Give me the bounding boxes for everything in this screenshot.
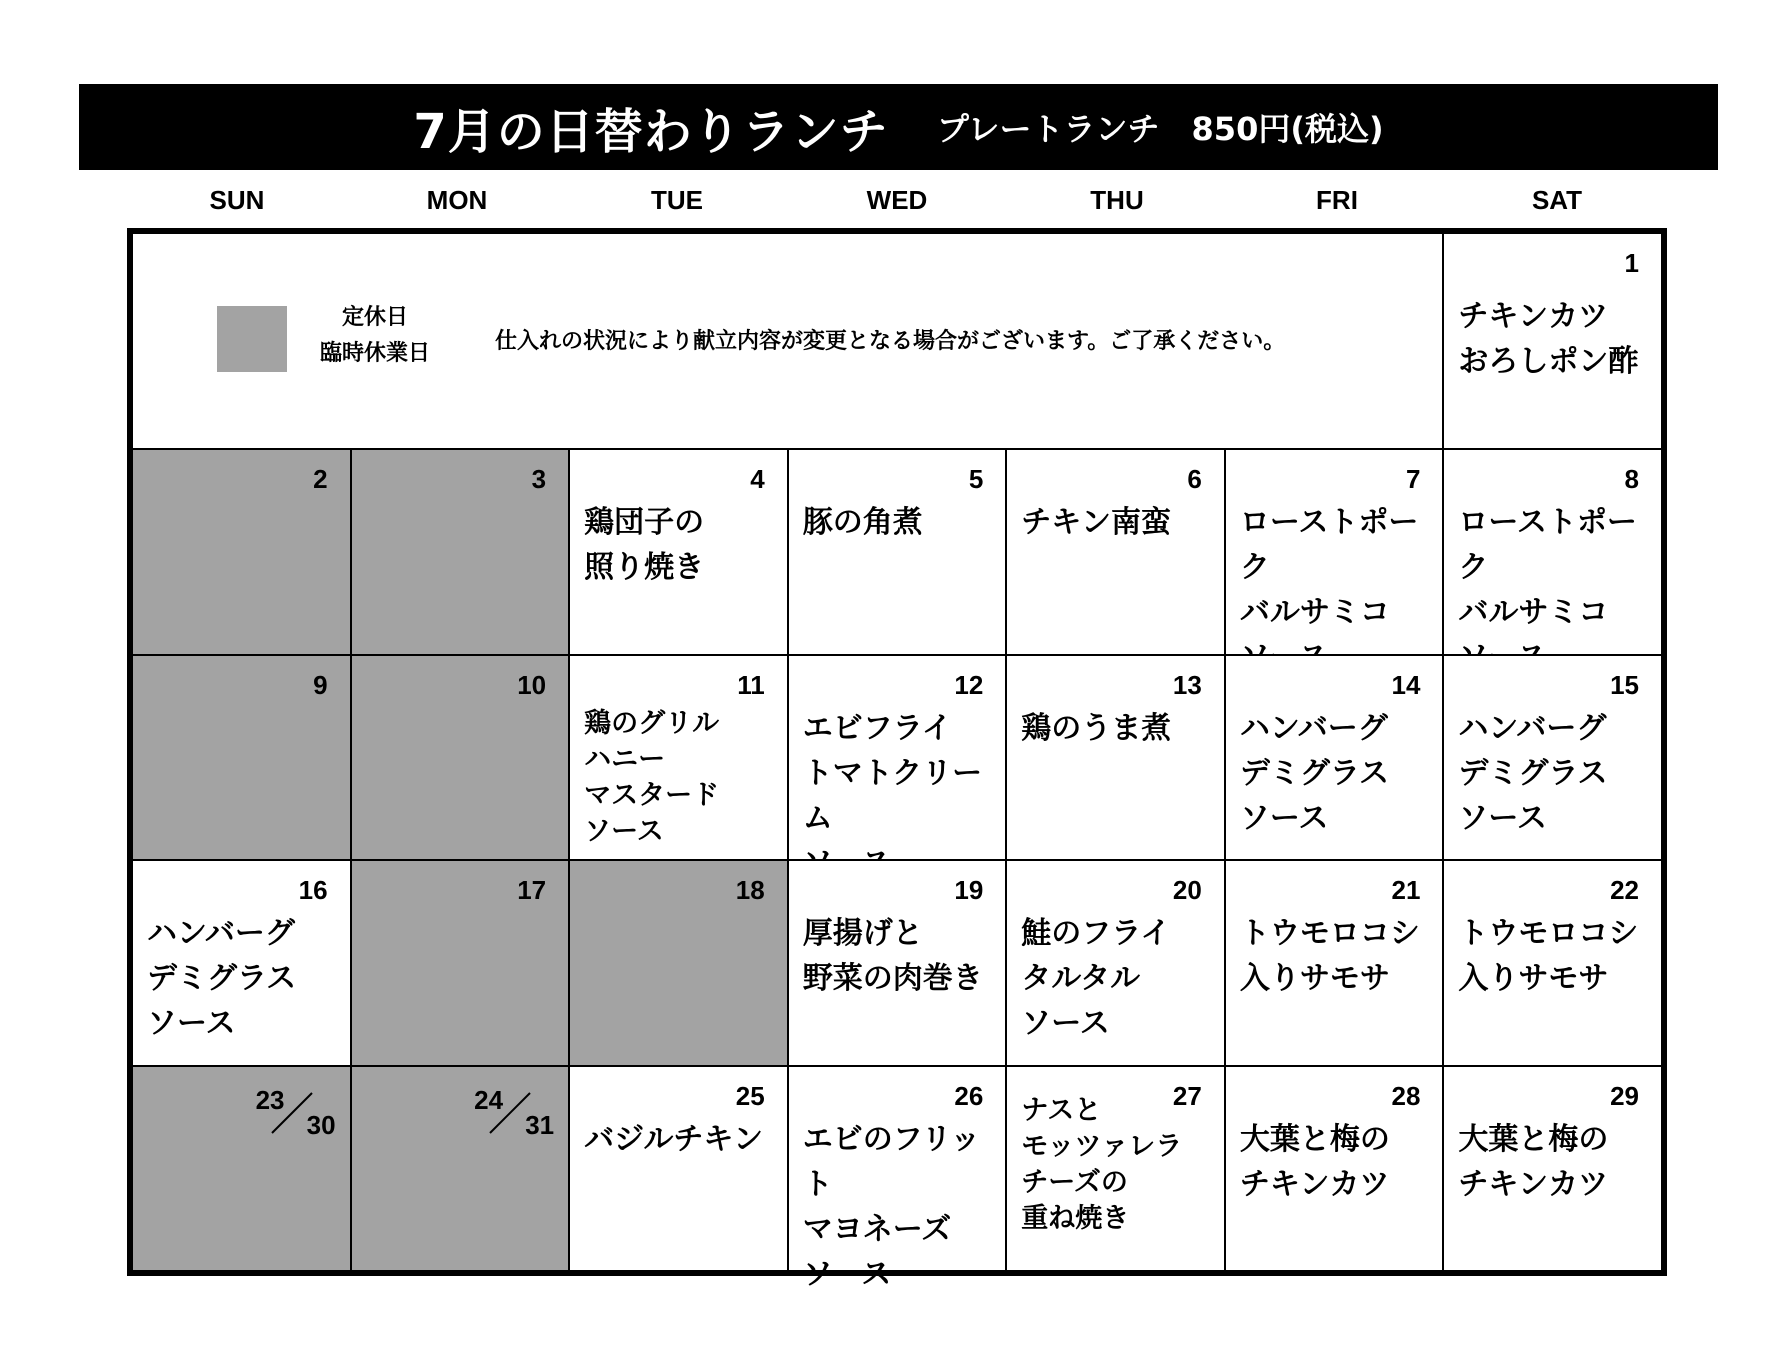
dish-name: ハンバーグ デミグラス ソース — [147, 916, 297, 1041]
dish-name: 鶏のうま煮 — [1021, 710, 1172, 746]
weekday-wed: WED — [866, 185, 928, 215]
day-cell-19 — [789, 861, 1006, 1065]
price-subtitle: プレートランチ 850円(税込) — [936, 110, 1384, 148]
day-cell-25 — [570, 1067, 787, 1271]
day-cell-28 — [1226, 1067, 1443, 1271]
day-number: 20 — [1172, 875, 1202, 905]
day-cell-12 — [789, 656, 1006, 860]
dish-name: 鶏のグリル ハニー マスタード ソース — [584, 707, 720, 847]
day-number: 9 — [313, 669, 328, 700]
title-bar — [79, 84, 1718, 170]
dish-name: 鶏団子の 照り焼き — [584, 505, 705, 585]
day-number: 16 — [298, 875, 328, 905]
day-cell-22 — [1444, 861, 1661, 1065]
day-cell-7 — [1226, 450, 1443, 654]
day-cell-18 — [570, 861, 787, 1065]
day-cell-10 — [352, 656, 569, 860]
dish-name: 厚揚げと 野菜の肉巻き — [802, 916, 983, 996]
dish-name: 大葉と梅の チキンカツ — [1458, 1121, 1609, 1202]
dish-name: ナスと モッツァレラ チーズの 重ね焼き — [1021, 1094, 1183, 1234]
day-number: 26 — [954, 1080, 984, 1111]
weekday-sun: SUN — [209, 185, 265, 215]
dish-name: エビフライ トマトクリーム — [802, 710, 983, 836]
day-cell-17 — [352, 861, 569, 1065]
day-number-23: 23 — [255, 1084, 285, 1115]
day-number: 29 — [1610, 1080, 1639, 1111]
day-number: 7 — [1405, 464, 1421, 494]
day-cell-13 — [1007, 656, 1224, 860]
dish-name: 豚の角煮 — [802, 505, 923, 540]
weekday-thu: THU — [1090, 185, 1144, 215]
closed-day-swatch — [217, 306, 287, 372]
day-number: 14 — [1391, 669, 1421, 700]
weekday-header — [127, 180, 1667, 220]
dish-name: エビのフリット マヨネーズ ソース — [802, 1121, 981, 1292]
page-title: 7月の日替わりランチ — [413, 103, 889, 160]
day-number: 11 — [737, 669, 765, 700]
day-cell-1 — [1444, 234, 1661, 448]
dish-name: チキン南蛮 — [1021, 505, 1171, 540]
day-number-30: 30 — [306, 1109, 336, 1140]
dish-name: 大葉と梅の チキンカツ — [1239, 1121, 1390, 1202]
weekday-mon: MON — [426, 185, 488, 215]
day-number: 10 — [517, 669, 547, 700]
calendar-grid — [127, 228, 1667, 1292]
day-cell-5 — [789, 450, 1006, 654]
day-number: 17 — [517, 875, 547, 905]
day-cell-24-31 — [352, 1067, 569, 1271]
day-cell-2 — [133, 450, 350, 654]
day-number: 2 — [313, 464, 328, 494]
day-number: 19 — [954, 875, 984, 905]
day-number: 27 — [1172, 1080, 1202, 1111]
dish-name: チキンカツ おろしポン酢 — [1458, 299, 1639, 379]
weekday-fri: FRI — [1316, 185, 1358, 215]
dish-name: バジルチキン — [584, 1121, 764, 1157]
day-number: 3 — [531, 464, 547, 494]
day-number: 13 — [1172, 669, 1202, 700]
day-number: 5 — [968, 464, 984, 494]
weekday-tue: TUE — [651, 185, 703, 215]
day-number: 4 — [750, 464, 765, 494]
legend-label — [305, 300, 445, 372]
day-cell-6 — [1007, 450, 1224, 654]
day-number: 12 — [954, 669, 984, 700]
legend-notice-cell — [133, 234, 1442, 448]
day-cell-8 — [1444, 450, 1661, 654]
dish-name: ハンバーグ デミグラス ソース — [1458, 710, 1608, 836]
dish-name: ハンバーグ デミグラス ソース — [1239, 710, 1389, 836]
weekday-sat: SAT — [1531, 185, 1583, 215]
day-cell-27 — [1007, 1067, 1224, 1271]
dish-name: トウモロコシ 入りサモサ — [1458, 916, 1639, 996]
dish-name: トウモロコシ 入りサモサ — [1239, 916, 1420, 996]
day-cell-26 — [789, 1067, 1006, 1292]
day-number: 6 — [1187, 464, 1202, 494]
day-number: 1 — [1624, 248, 1639, 278]
day-number-24: 24 — [474, 1084, 504, 1115]
split-day-number — [474, 1085, 554, 1141]
dish-name: ローストポーク バルサミコ — [1458, 505, 1637, 630]
day-cell-3 — [352, 450, 569, 654]
legend-temporary-closure: 臨時休業日 — [319, 341, 430, 366]
day-number: 8 — [1624, 464, 1639, 494]
day-cell-4 — [570, 450, 787, 654]
day-number: 25 — [735, 1080, 765, 1111]
day-cell-15 — [1444, 656, 1661, 860]
day-number-31: 31 — [525, 1109, 555, 1140]
dish-name: ローストポーク バルサミコ — [1239, 505, 1419, 630]
day-cell-16 — [133, 861, 350, 1065]
day-number: 15 — [1610, 669, 1639, 700]
day-cell-11 — [570, 656, 787, 860]
day-cell-20 — [1007, 861, 1224, 1065]
legend-regular-holiday: 定休日 — [341, 305, 408, 330]
day-number: 28 — [1391, 1080, 1421, 1111]
day-number: 18 — [735, 875, 765, 905]
day-cell-23-30 — [133, 1067, 350, 1271]
day-number: 21 — [1391, 875, 1421, 905]
split-day-number — [256, 1085, 336, 1141]
day-cell-29 — [1444, 1067, 1661, 1271]
day-cell-14 — [1226, 656, 1443, 860]
day-cell-21 — [1226, 861, 1443, 1065]
dish-name: 鮭のフライ タルタル ソース — [1021, 916, 1171, 1041]
day-cell-9 — [133, 656, 350, 860]
day-number: 22 — [1610, 875, 1639, 905]
menu-change-notice: 仕入れの状況により献立内容が変更となる場合がございます。ご了承ください。 — [495, 329, 1286, 354]
